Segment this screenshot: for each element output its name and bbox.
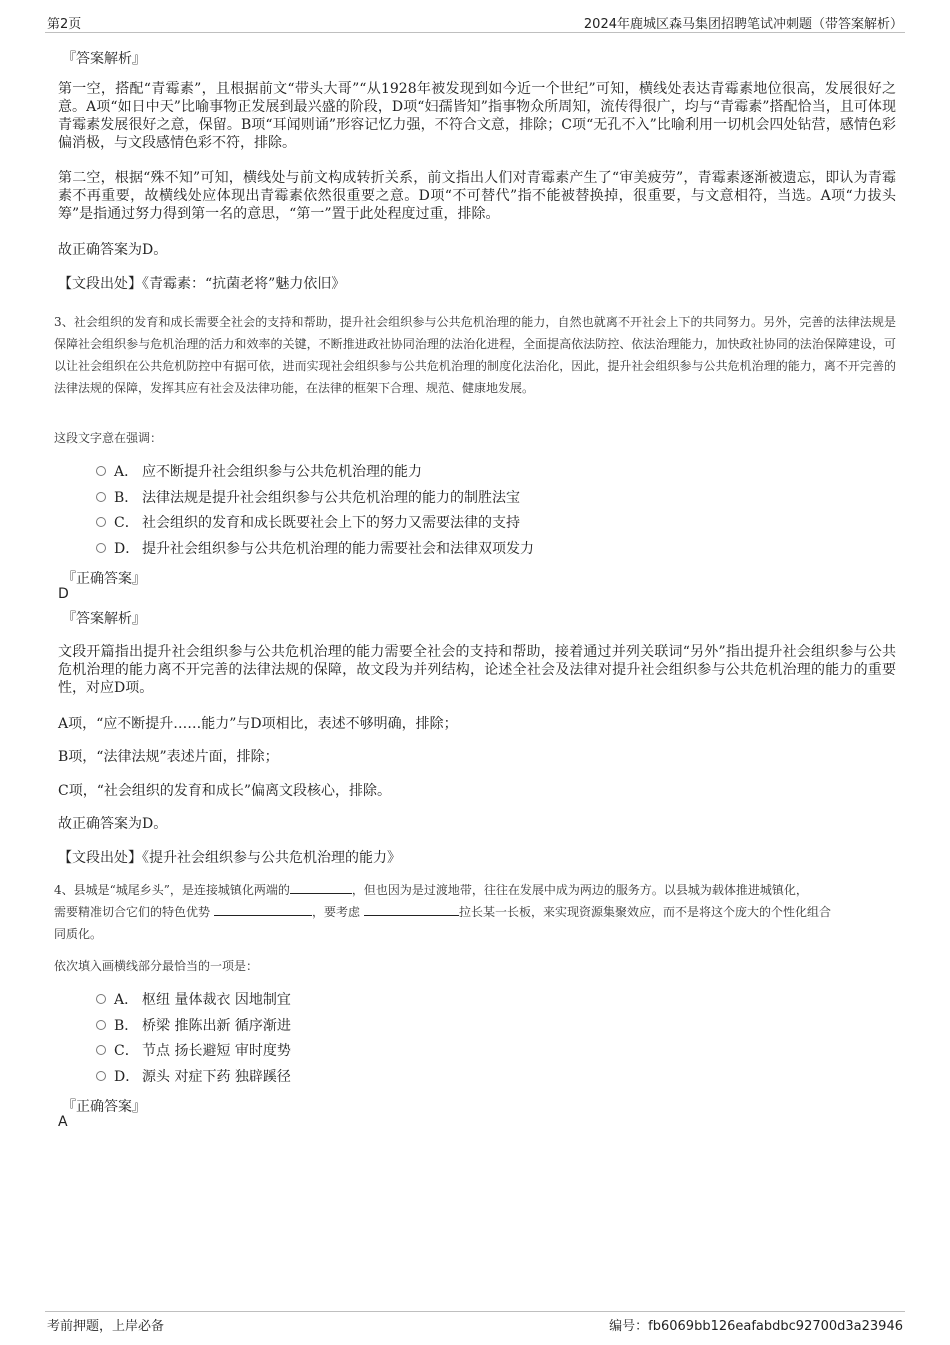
q3-option-b[interactable]: B． 法律法规是提升社会组织参与公共危机治理的能力的制胜法宝 (96, 488, 520, 508)
q3-conclusion: 故正确答案为D。 (58, 816, 168, 832)
q3-stem: 3、社会组织的发育和成长需要全社会的支持和帮助，提升社会组织参与公共危机治理的能力，自然也就离不开社会上下的共同努力。另外，完善的法律法规是保障社会组织参与危机治理的活力和效率的关键，不断推进政社协同治理的法治化进程，全面提高依法防控、依法治理能力，加快政社协同的法治保障建设，可以让社会组织在公共危机防控中有据可依，进而实现社会组织参与公共危机治理的制度化法治化，因此，提升社会组织参与公共危机治理的能力，离不开完善的法律法规的保障，发挥其应有社会及法律功能，在法律的框架下合理、规范、健康地发展。 (54, 315, 896, 395)
q2-conclusion: 故正确答案为D。 (58, 242, 168, 258)
radio-icon[interactable] (96, 994, 106, 1004)
radio-icon[interactable] (96, 466, 106, 476)
q2-analysis-paragraph-2: 第二空，根据“殊不知”可知，横线处与前文构成转折关系，前文指出人们对青霉素产生了“审美疲劳”，青霉素逐渐被遗忘，即认为青霉素不再重要，故横线处应体现出青霉素依然很重要之意。D项“不可替代”指不能被替换掉，很重要，与文意相符，当选。A项“力拔头筹”是指通过努力得到第一名的意思，“第一”置于此处程度过重，排除。 (58, 170, 896, 222)
q3-analysis-label: 『答案解析』 (62, 611, 146, 627)
page-number: 第2页 (47, 17, 82, 32)
q4-correct-label: 『正确答案』 (62, 1099, 146, 1115)
radio-icon[interactable] (96, 1045, 106, 1055)
radio-icon[interactable] (96, 1071, 106, 1081)
footer-slogan: 考前押题，上岸必备 (47, 1319, 165, 1334)
q3-option-d[interactable]: D． 提升社会组织参与公共危机治理的能力需要社会和法律双项发力 (96, 539, 534, 559)
q3-analysis-option-a: A项，“应不断提升……能力”与D项相比，表述不够明确，排除； (58, 716, 458, 732)
radio-icon[interactable] (96, 517, 106, 527)
page-footer (45, 1311, 905, 1336)
q4-option-d[interactable]: D． 源头 对症下药 独辟蹊径 (96, 1067, 291, 1087)
q2-analysis-label: 『答案解析』 (62, 51, 146, 67)
q2-source: 【文段出处】《青霉素：“抗菌老将”魅力依旧》 (58, 276, 346, 292)
q4-question: 依次填入画横线部分最恰当的一项是： (54, 959, 259, 973)
q3-analysis-paragraph: 文段开篇指出提升社会组织参与公共危机治理的能力需要全社会的支持和帮助，接着通过并列关联词“另外”指出提升社会组织参与公共危机治理的能力离不开完善的法律法规的保障，故文段为并列结构，论述全社会及法律对提升社会组织参与公共危机治理的能力的重要性，对应D项。 (58, 644, 896, 696)
fill-blank-1 (290, 881, 352, 894)
q3-analysis-option-b: B项，“法律法规”表述片面，排除； (58, 749, 279, 765)
page-header (45, 12, 905, 33)
q3-analysis-option-c: C项，“社会组织的发育和成长”偏离文段核心，排除。 (58, 783, 392, 799)
radio-icon[interactable] (96, 543, 106, 553)
document-id: 编号：fb6069bb126eafabdbc92700d3a23946 (609, 1319, 903, 1334)
q4-correct-answer: A (58, 1114, 68, 1130)
document-title: 2024年鹿城区森马集团招聘笔试冲刺题（带答案解析） (583, 17, 903, 32)
q3-question: 这段文字意在强调： (54, 431, 163, 445)
q3-option-c[interactable]: C． 社会组织的发育和成长既要社会上下的努力又需要法律的支持 (96, 513, 520, 533)
q2-analysis-paragraph-1: 第一空，搭配“青霉素”，且根据前文“带头大哥”“从1928年被发现到如今近一个世纪”可知，横线处表达青霉素地位很高，发展很好之意。A项“如日中天”比喻事物正发展到最兴盛的阶段，D项“妇孺皆知”指事物众所周知，流传得很广，均与“青霉素”搭配恰当，且可体现青霉素发展很好之意，保留。B项“耳闻则诵”形容记忆力强，不符合文意，排除；C项“无孔不入”比喻利用一切机会四处钻营，感情色彩偏消极，与文段感情色彩不符，排除。 (58, 81, 896, 151)
q3-correct-label: 『正确答案』 (62, 571, 146, 587)
q4-stem: 4、县城是“城尾乡头”，是连接城镇化两端的 ，但也因为是过渡地带，往往在发展中成为两边的服务方。以县城为载体推进城镇化， 需要精准切合它们的特色优势 ，要考虑 拉长某一长板，来实现资源集聚效应，而不是将这个庞大的个性化组合 同质化。 (54, 883, 832, 941)
q4-option-b[interactable]: B． 桥梁 推陈出新 循序渐进 (96, 1016, 291, 1036)
q3-option-a[interactable]: A． 应不断提升社会组织参与公共危机治理的能力 (96, 462, 422, 482)
fill-blank-2 (214, 903, 312, 916)
radio-icon[interactable] (96, 1020, 106, 1030)
q3-source: 【文段出处】《提升社会组织参与公共危机治理的能力》 (58, 850, 401, 866)
radio-icon[interactable] (96, 492, 106, 502)
q4-option-a[interactable]: A． 枢纽 量体裁衣 因地制宜 (96, 990, 291, 1010)
q4-option-c[interactable]: C． 节点 扬长避短 审时度势 (96, 1041, 291, 1061)
q3-correct-answer: D (58, 586, 69, 602)
fill-blank-3 (364, 903, 459, 916)
